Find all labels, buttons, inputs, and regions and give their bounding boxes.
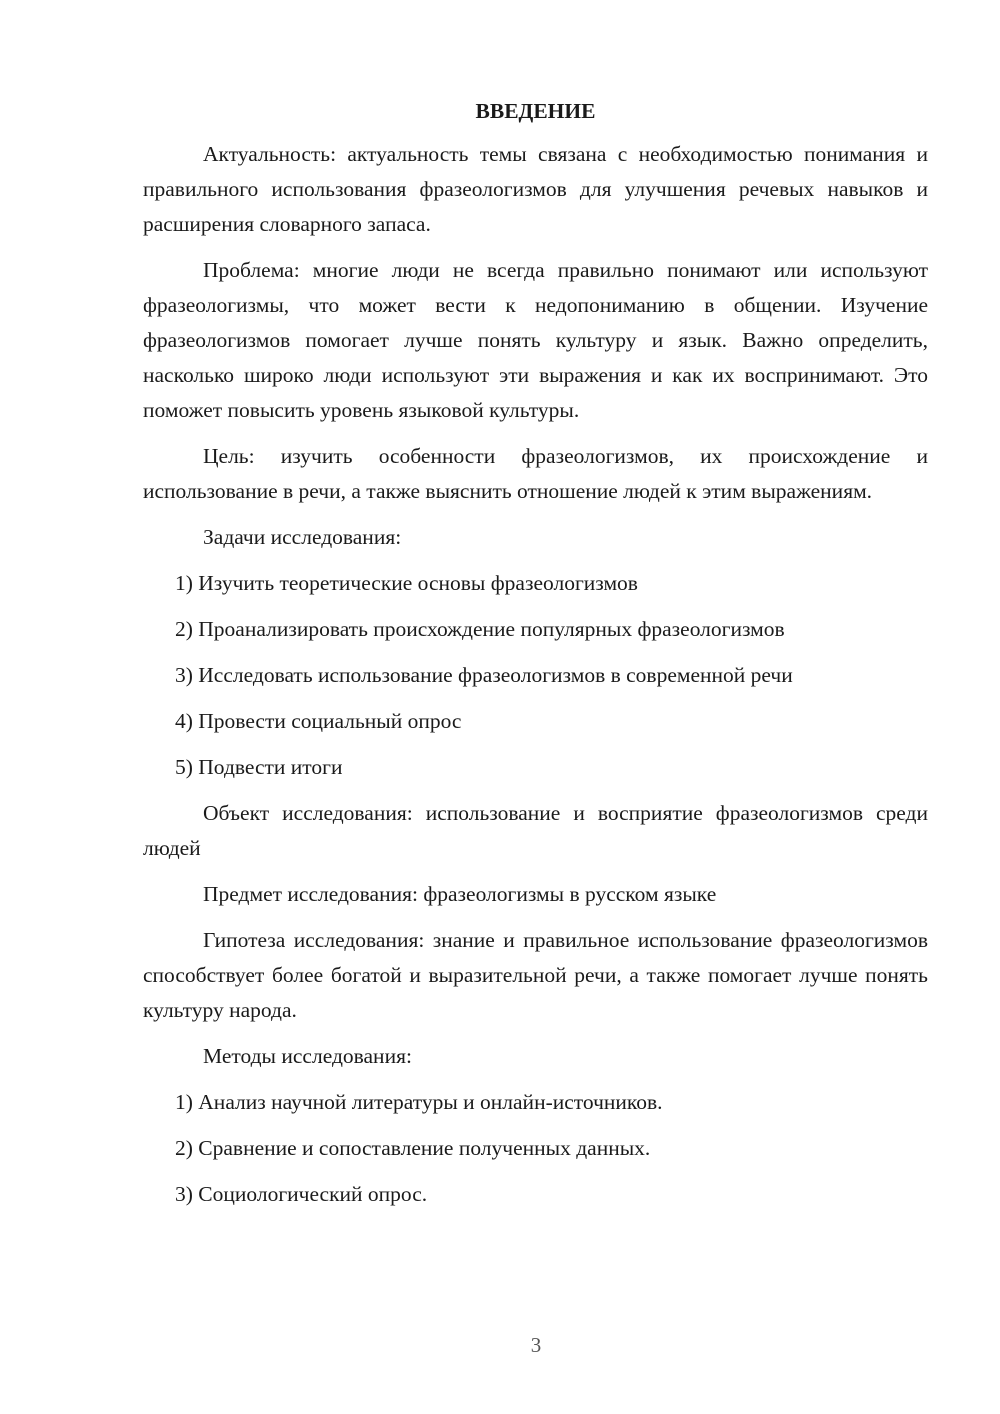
page-title: ВВЕДЕНИЕ: [475, 99, 596, 123]
page-number: 3: [530, 1333, 542, 1357]
tasks-heading: Задачи исследования:: [203, 525, 402, 549]
list-item: 3) Исследовать использование фразеологизмов в современной речи: [175, 663, 793, 687]
problem-paragraph: Проблема: многие люди не всегда правильно понимают или используют фразеологизмы, что может вести к недопониманию в общении. Изучение фразеологизмов помогает лучше понять культуру и язык. Важно определить, насколько широко люди используют эти выражения и как их воспринимают. Это поможет повысить уровень языковой культуры.: [143, 258, 928, 422]
subject-paragraph: Предмет исследования: фразеологизмы в русском языке: [203, 882, 717, 906]
goal-paragraph: Цель: изучить особенности фразеологизмов, их происхождение и использование в речи, а также выяснить отношение людей к этим выражениям.: [143, 444, 928, 503]
methods-list: [143, 1085, 928, 1212]
list-item: 2) Проанализировать происхождение популярных фразеологизмов: [175, 617, 785, 641]
list-item: 5) Подвести итоги: [175, 755, 343, 779]
relevance-paragraph: Актуальность: актуальность темы связана с необходимостью понимания и правильного использования фразеологизмов для улучшения речевых навыков и расширения словарного запаса.: [143, 142, 928, 236]
list-item: 2) Сравнение и сопоставление полученных данных.: [175, 1136, 651, 1160]
list-item: 3) Социологический опрос.: [175, 1182, 428, 1206]
document-page: [143, 94, 928, 1223]
methods-heading: Методы исследования:: [203, 1044, 412, 1068]
hypothesis-paragraph: Гипотеза исследования: знание и правильное использование фразеологизмов способствует более богатой и выразительной речи, а также помогает лучше понять культуру народа.: [143, 928, 928, 1022]
list-item: 1) Анализ научной литературы и онлайн-источников.: [175, 1090, 663, 1114]
tasks-list: [143, 566, 928, 785]
list-item: 1) Изучить теоретические основы фразеологизмов: [175, 571, 638, 595]
object-paragraph: Объект исследования: использование и восприятие фразеологизмов среди людей: [143, 801, 928, 860]
list-item: 4) Провести социальный опрос: [175, 709, 462, 733]
